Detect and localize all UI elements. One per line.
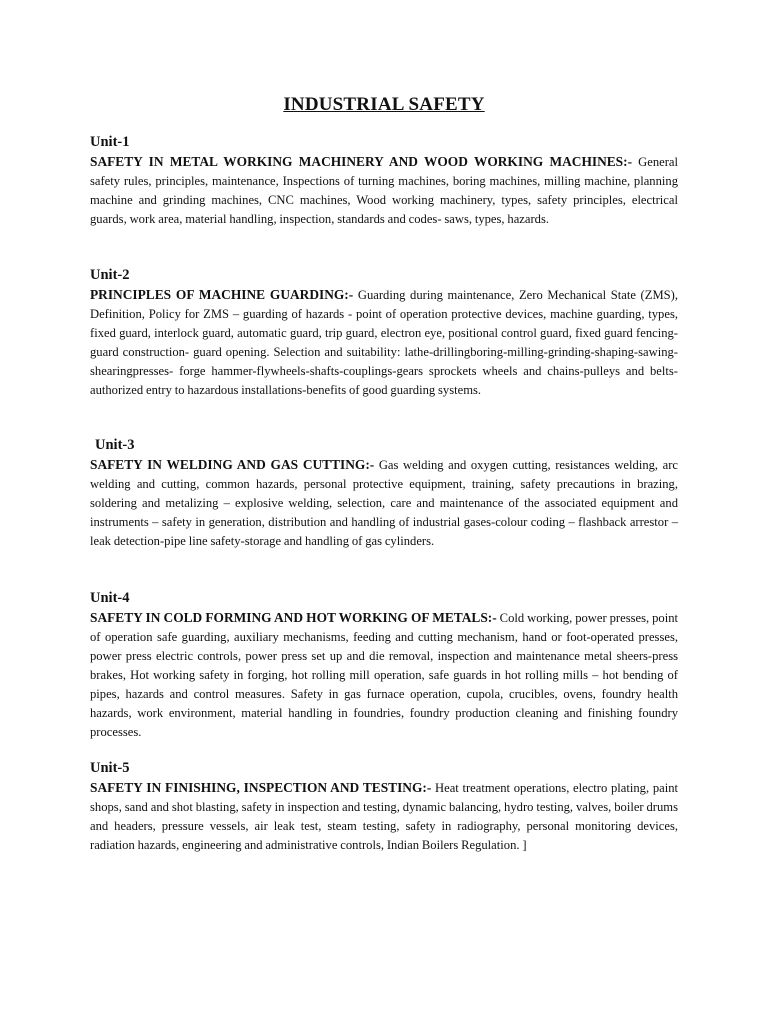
- unit-heading: SAFETY IN WELDING AND GAS CUTTING:-: [90, 457, 375, 472]
- unit-text: Heat treatment operations, electro plating, paint shops, sand and shot blasting, safety in inspection and testing, dynamic balancing, hydro testing, valves, boiler drums and headers, pressure vessels, air leak test, steam testing, safety in radiography, personal monitoring devices, radiation hazards, engineering and administrative controls, Indian Boilers Regulation. ]: [90, 781, 678, 852]
- unit-text: Gas welding and oxygen cutting, resistances welding, arc welding and cutting, common hazards, personal protective equipment, training, safety precautions in brazing, soldering and metalizing – explosive welding, selection, care and maintenance of the associated equipment and instruments – safety in generation, distribution and handling of industrial gases-colour coding – flashback arrestor – leak detection-pipe line safety-storage and handling of gas cylinders.: [90, 458, 678, 548]
- unit-body: [90, 285, 678, 400]
- unit-section: [90, 436, 678, 551]
- unit-label: Unit-3: [95, 437, 135, 453]
- unit-section: [90, 589, 678, 742]
- unit-body: [90, 152, 678, 229]
- document-title: INDUSTRIAL SAFETY: [283, 94, 485, 115]
- unit-heading: PRINCIPLES OF MACHINE GUARDING:-: [90, 287, 354, 302]
- unit-section: [90, 759, 678, 855]
- unit-heading: SAFETY IN COLD FORMING AND HOT WORKING OF METALS:-: [90, 610, 497, 625]
- unit-text: Cold working, power presses, point of operation safe guarding, auxiliary mechanisms, feeding and cutting mechanism, hand or foot-operated presses, power press electric controls, power press set up and die removal, inspection and maintenance metal sheers-press brakes, Hot working safety in forging, hot rolling mill operation, safe guards in hot rolling mills – hot bending of pipes, hazards and control measures. Safety in gas furnace operation, cupola, crucibles, ovens, foundry health hazards, work environment, material handling in foundries, foundry production cleaning and finishing foundry processes.: [90, 611, 679, 739]
- unit-label: Unit-4: [90, 590, 130, 606]
- unit-heading: SAFETY IN FINISHING, INSPECTION AND TESTING:-: [90, 780, 432, 795]
- unit-text: General safety rules, principles, maintenance, Inspections of turning machines, boring machines, milling machine, planning machine and grinding machines, CNC machines, Wood working machinery, types, safety principles, electrical guards, work area, material handling, inspection, standards and codes- saws, types, hazards.: [90, 155, 679, 226]
- unit-body: [90, 778, 678, 855]
- unit-section: [90, 133, 678, 229]
- unit-body: [90, 455, 678, 551]
- unit-heading: SAFETY IN METAL WORKING MACHINERY AND WOOD WORKING MACHINES:-: [90, 154, 633, 169]
- unit-section: [90, 266, 678, 400]
- unit-body: [90, 608, 678, 742]
- unit-label: Unit-2: [90, 267, 130, 283]
- unit-label: Unit-5: [90, 760, 130, 776]
- unit-label: Unit-1: [90, 134, 130, 150]
- unit-text: Guarding during maintenance, Zero Mechanical State (ZMS), Definition, Policy for ZMS – guarding of hazards - point of operation protective devices, machine guarding, types, fixed guard, interlock guard, automatic guard, trip guard, electron eye, positional control guard, fixed guard fencing- guard construction- guard opening. Selection and suitability: lathe-drillingboring-milling-grinding-shaping-sawing-shearingpresses- forge hammer-flywheels-shafts-couplings-gears sprockets wheels and chains-pulleys and belts-authorized entry to hazardous installations-benefits of good guarding systems.: [90, 288, 678, 397]
